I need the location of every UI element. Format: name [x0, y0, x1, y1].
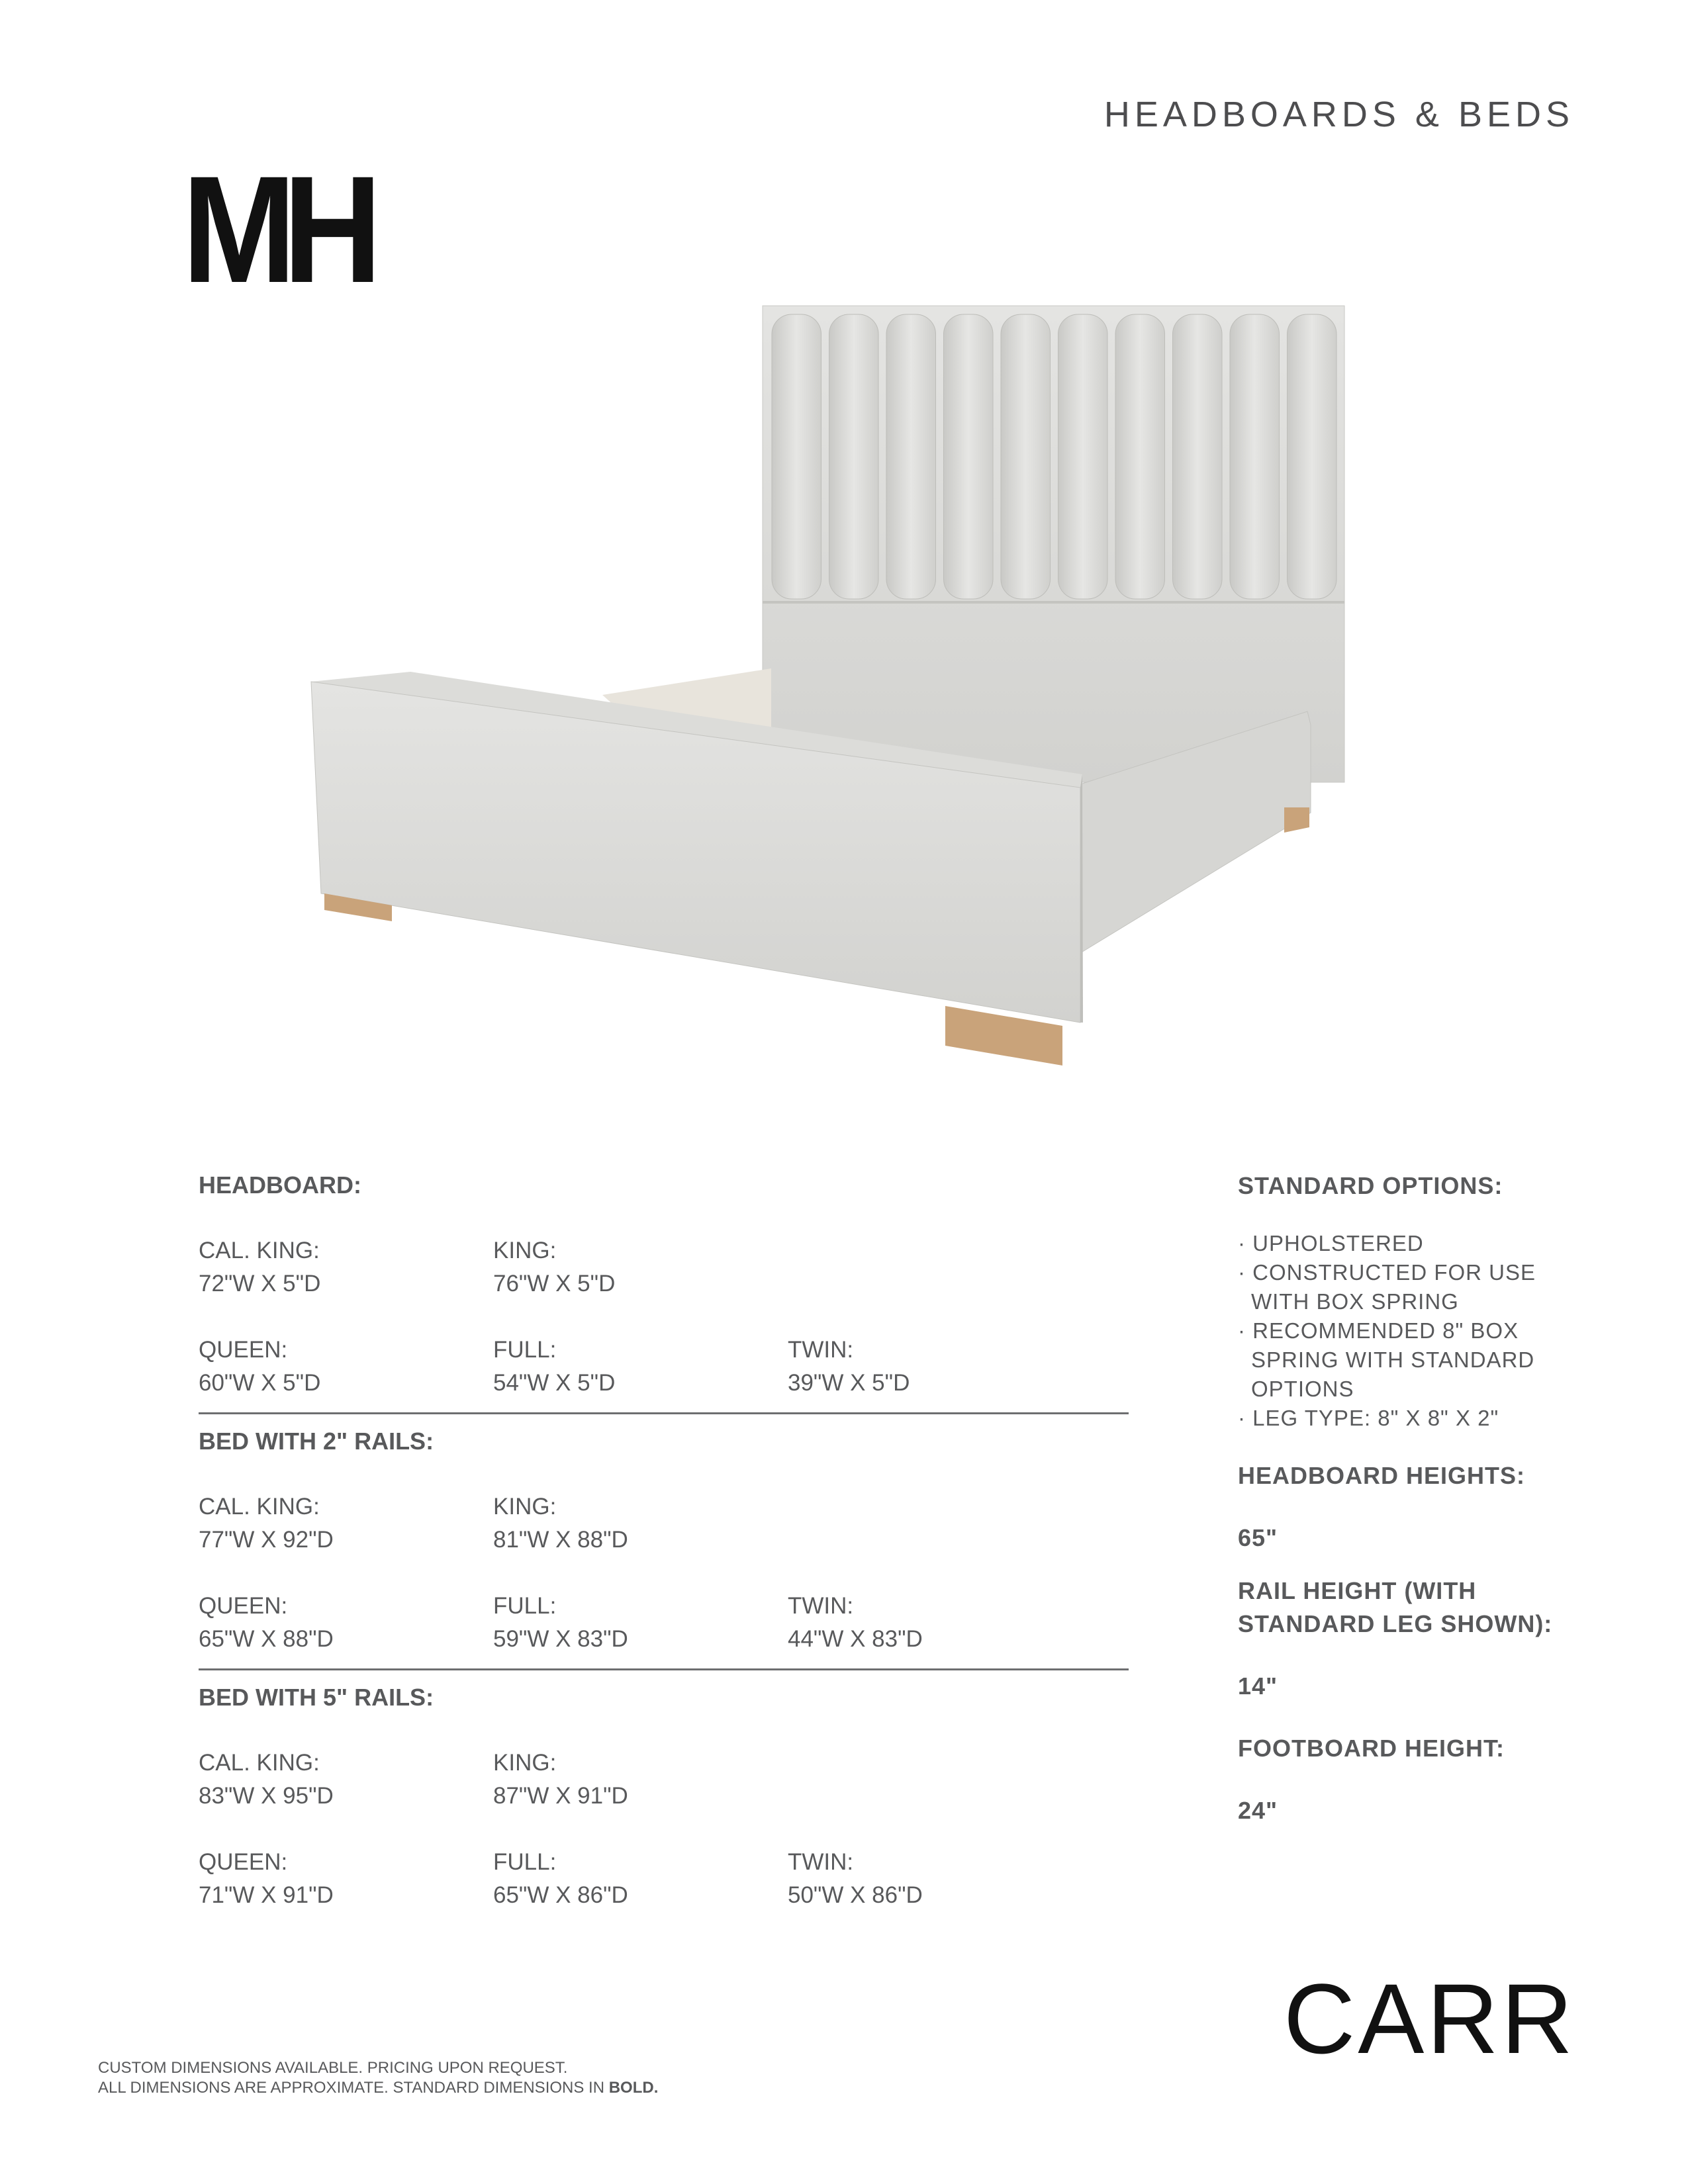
- size-value: 83"W X 95"D: [199, 1783, 334, 1809]
- size-label: CAL. KING:: [199, 1238, 320, 1263]
- section-title: BED WITH 2" RAILS:: [199, 1428, 434, 1455]
- option-item: · UPHOLSTERED: [1238, 1231, 1424, 1255]
- headboard-channel: [1288, 314, 1337, 599]
- size-label: QUEEN:: [199, 1337, 288, 1363]
- footboard-height-title: FOOTBOARD HEIGHT:: [1238, 1735, 1505, 1762]
- headboard-channel: [1230, 314, 1280, 599]
- size-value: 59"W X 83"D: [493, 1626, 628, 1652]
- option-item: · CONSTRUCTED FOR USE WITH BOX SPRING: [1238, 1260, 1536, 1314]
- size-value: 72"W X 5"D: [199, 1271, 321, 1297]
- headboard-channel: [1001, 314, 1051, 599]
- section-title: BED WITH 5" RAILS:: [199, 1684, 434, 1711]
- size-label: KING:: [493, 1238, 557, 1263]
- divider: [199, 1668, 1129, 1670]
- headboard-channel: [1058, 314, 1108, 599]
- size-value: 54"W X 5"D: [493, 1370, 616, 1396]
- headboard-channel: [944, 314, 994, 599]
- size-label: TWIN:: [788, 1337, 854, 1363]
- size-label: KING:: [493, 1750, 557, 1776]
- footboard-height-value: 24": [1238, 1797, 1278, 1824]
- size-value: 60"W X 5"D: [199, 1370, 321, 1396]
- size-label: FULL:: [493, 1849, 557, 1875]
- mh-logo: MH: [182, 144, 369, 314]
- size-label: CAL. KING:: [199, 1750, 320, 1776]
- headboard-channel: [772, 314, 821, 599]
- size-label: KING:: [493, 1494, 557, 1520]
- size-value: 81"W X 88"D: [493, 1527, 628, 1553]
- option-item: · RECOMMENDED 8" BOX SPRING WITH STANDARD OPTIONS: [1238, 1318, 1535, 1401]
- size-value: 71"W X 91"D: [199, 1882, 334, 1908]
- size-value: 77"W X 92"D: [199, 1527, 334, 1553]
- size-value: 87"W X 91"D: [493, 1783, 628, 1809]
- carr-product-name: CARR: [1283, 1963, 1575, 2074]
- footer-bold-word: BOLD.: [608, 2079, 659, 2097]
- section-title: HEADBOARD:: [199, 1171, 361, 1199]
- divider: [199, 1412, 1129, 1414]
- size-label: CAL. KING:: [199, 1494, 320, 1520]
- page-category-title: HEADBOARDS & BEDS: [1103, 95, 1574, 134]
- size-label: QUEEN:: [199, 1849, 288, 1875]
- headboard-channel: [1173, 314, 1223, 599]
- rail-height-title: RAIL HEIGHT (WITH STANDARD LEG SHOWN):: [1238, 1577, 1553, 1637]
- size-value: 65"W X 86"D: [493, 1882, 628, 1908]
- headboard-channel: [829, 314, 879, 599]
- size-label: FULL:: [493, 1593, 557, 1619]
- headboard-heights-value: 65": [1238, 1524, 1278, 1551]
- headboard-channel: [886, 314, 936, 599]
- size-value: 39"W X 5"D: [788, 1370, 910, 1396]
- options-title: STANDARD OPTIONS:: [1238, 1172, 1503, 1199]
- footer-line-1: CUSTOM DIMENSIONS AVAILABLE. PRICING UPON REQUEST.: [98, 2059, 568, 2077]
- rail-height-value: 14": [1238, 1672, 1278, 1700]
- footer-line-2: ALL DIMENSIONS ARE APPROXIMATE. STANDARD DIMENSIONS IN: [98, 2079, 605, 2097]
- size-label: FULL:: [493, 1337, 557, 1363]
- headboard-heights-title: HEADBOARD HEIGHTS:: [1238, 1462, 1526, 1489]
- option-item: · LEG TYPE: 8" X 8" X 2": [1238, 1406, 1499, 1430]
- size-value: 65"W X 88"D: [199, 1626, 334, 1652]
- size-value: 76"W X 5"D: [493, 1271, 616, 1297]
- size-label: QUEEN:: [199, 1593, 288, 1619]
- size-value: 44"W X 83"D: [788, 1626, 923, 1652]
- standard-options-panel: [1238, 1169, 1582, 1827]
- size-label: TWIN:: [788, 1849, 854, 1875]
- size-value: 50"W X 86"D: [788, 1882, 923, 1908]
- footer-note: [98, 2058, 658, 2098]
- size-label: TWIN:: [788, 1593, 854, 1619]
- headboard-channel: [1115, 314, 1165, 599]
